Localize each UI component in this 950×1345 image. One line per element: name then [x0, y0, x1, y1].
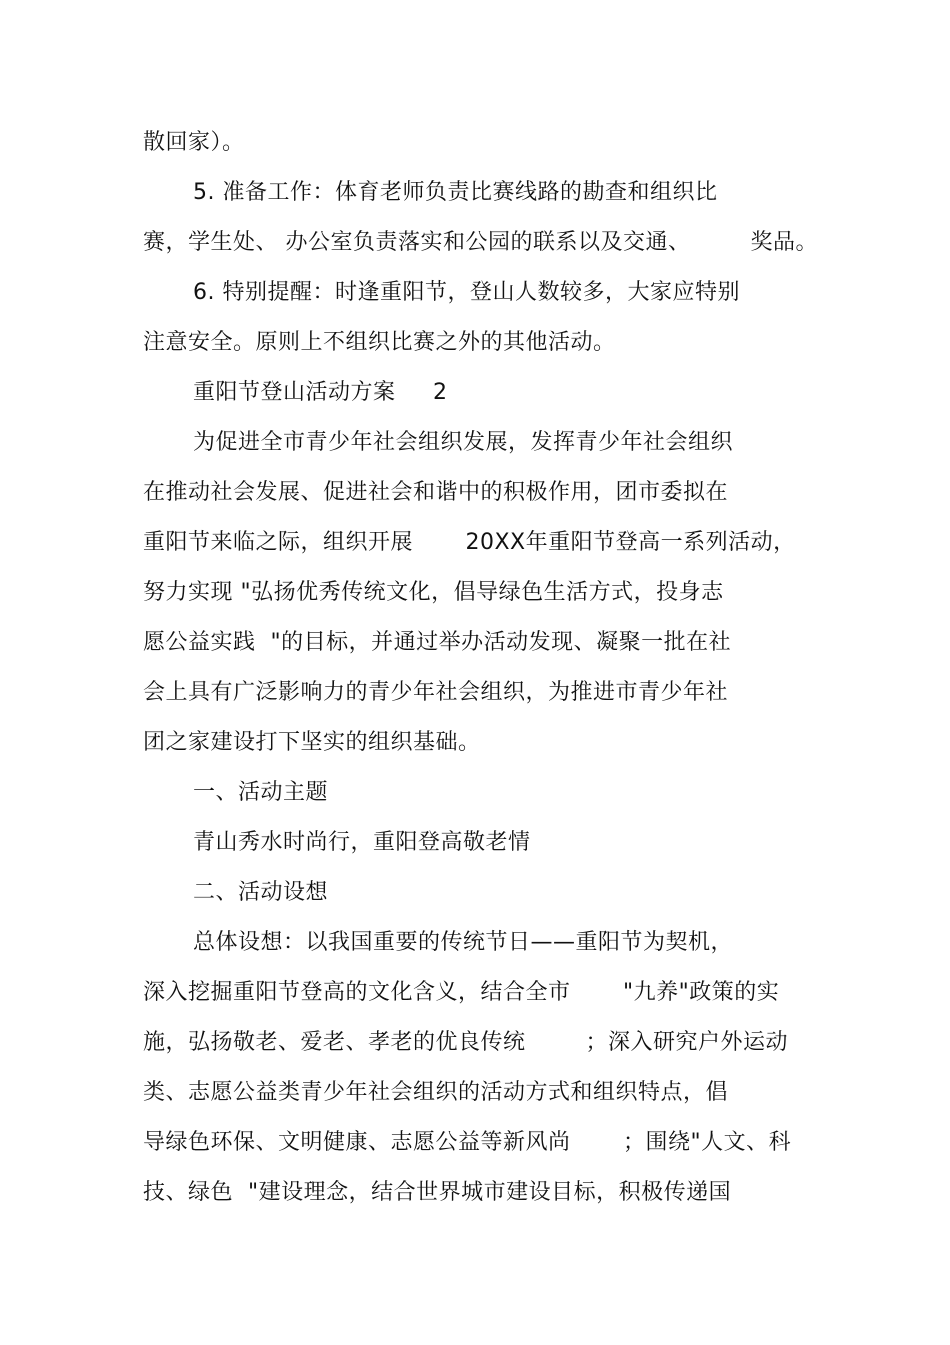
text-line-8: 在推动社会发展、促进社会和谐中的积极作用，团市委拟在 [143, 480, 729, 505]
text-line-13: 团之家建设打下坚实的组织基础。 [143, 730, 481, 755]
text-line-9: 重阳节来临之际，组织开展 20XX年重阳节登高一系列活动， [143, 530, 796, 555]
text-line-10: 努力实现 "弘扬优秀传统文化，倡导绿色生活方式，投身志 [143, 580, 724, 605]
text-line-20: 类、志愿公益类青少年社会组织的活动方式和组织特点，倡 [143, 1080, 729, 1105]
subheading-theme: 一、活动主题 [193, 780, 329, 805]
text-line-18: 深入挖掘重阳节登高的文化含义，结合全市 "九养"政策的实 [143, 980, 780, 1005]
theme-text: 青山秀水时尚行，重阳登高敬老情 [193, 830, 531, 855]
section-heading: 重阳节登山活动方案 2 [193, 380, 448, 405]
text-line-5: 注意安全。原则上不组织比赛之外的其他活动。 [143, 330, 616, 355]
text-line-7: 为促进全市青少年社会组织发展，发挥青少年社会组织 [193, 430, 734, 455]
text-line-11: 愿公益实践 "的目标，并通过举办活动发现、凝聚一批在社 [143, 630, 732, 655]
subheading-concept: 二、活动设想 [193, 880, 329, 905]
text-line-2: 5. 准备工作：体育老师负责比赛线路的勘查和组织比 [193, 180, 718, 205]
text-line-19: 施，弘扬敬老、爱老、孝老的优良传统 ；深入研究户外运动 [143, 1030, 788, 1055]
text-line-22: 技、绿色 "建设理念，结合世界城市建设目标，积极传递国 [143, 1180, 732, 1205]
text-line-17: 总体设想：以我国重要的传统节日——重阳节为契机， [193, 930, 734, 955]
text-line-3: 赛，学生处、 办公室负责落实和公园的联系以及交通、 奖品。 [143, 230, 818, 255]
text-line-12: 会上具有广泛影响力的青少年社会组织，为推进市青少年社 [143, 680, 729, 705]
text-line-4: 6. 特别提醒：时逢重阳节，登山人数较多，大家应特别 [193, 280, 740, 305]
text-line-21: 导绿色环保、文明健康、志愿公益等新风尚 ；围绕"人文、科 [143, 1130, 792, 1155]
text-line-1: 散回家）。 [143, 130, 245, 155]
